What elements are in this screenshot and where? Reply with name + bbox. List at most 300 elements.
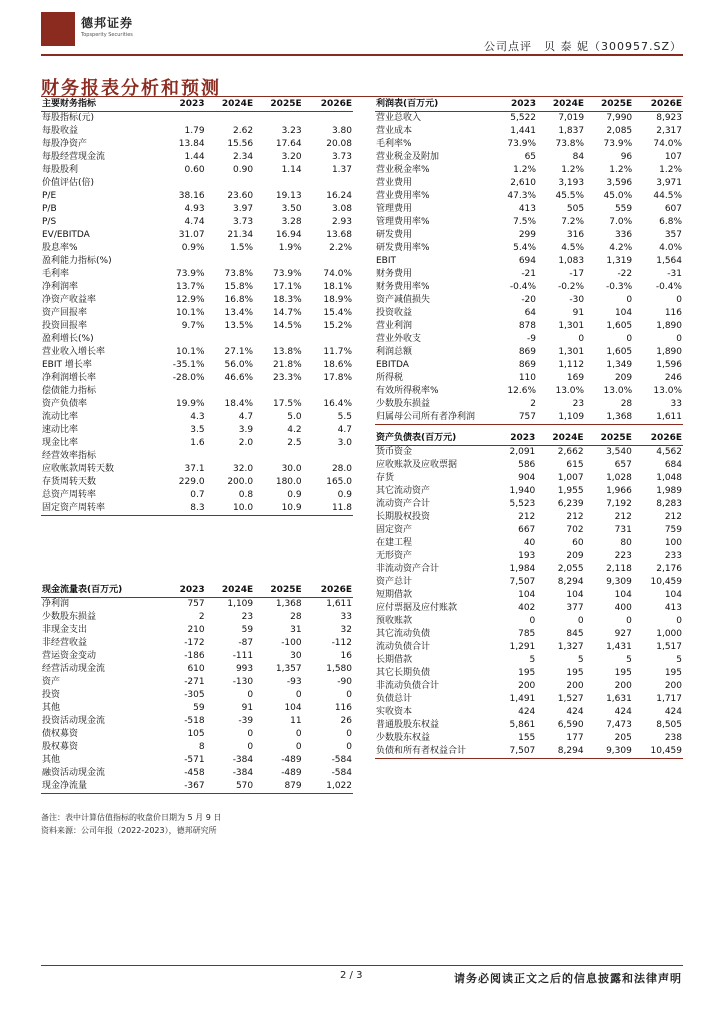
row-label: 其它流动负债	[376, 629, 431, 639]
cell-value: 3.73	[233, 217, 254, 227]
row-label: 营业费用率%	[376, 191, 430, 201]
table-row	[41, 411, 353, 424]
cell-value: 0.9	[337, 490, 352, 500]
cell-value: 757	[187, 599, 205, 609]
cell-value: 195	[664, 668, 682, 678]
cell-value: 5,522	[510, 113, 537, 123]
cell-value: 105	[187, 729, 205, 739]
cell-value: 0	[676, 334, 682, 344]
cell-value: 200	[566, 681, 584, 691]
cell-value: 586	[518, 460, 536, 470]
cell-value: 7,192	[606, 499, 632, 509]
table-row	[375, 472, 683, 485]
row-label: 营运资金变动	[42, 651, 97, 661]
column-header-year: 2025E	[254, 584, 303, 598]
cell-value: 11.7%	[323, 347, 352, 357]
cell-value: 1.2%	[561, 165, 585, 175]
row-label: 非现金支出	[42, 625, 88, 635]
row-label: 其它流动资产	[376, 486, 431, 496]
cell-value: 7,990	[606, 113, 633, 123]
cell-value: 13.68	[326, 230, 352, 240]
cell-value: 2	[530, 399, 537, 409]
cell-value: 0	[346, 729, 352, 739]
column-header-label: 现金流量表(百万元)	[41, 584, 158, 598]
cell-value: 15.8%	[224, 282, 254, 292]
cell-value: 424	[614, 707, 632, 717]
row-label: 非经营收益	[42, 638, 88, 648]
table-row	[41, 216, 353, 229]
column-header-year: 2023	[492, 432, 536, 446]
cell-value: 30	[290, 651, 302, 661]
row-label: 流动负债合计	[376, 642, 431, 652]
cell-value: 1,327	[557, 642, 584, 652]
table-row	[41, 385, 353, 398]
cell-value	[254, 177, 303, 190]
row-label: 价值评估(倍)	[42, 178, 95, 188]
cell-value: 23	[241, 612, 254, 622]
cell-value: 212	[664, 512, 682, 522]
cell-value: 73.8%	[555, 139, 585, 149]
cell-value	[157, 177, 206, 190]
cell-value: 4.2	[287, 425, 302, 435]
row-label: 营业外收支	[376, 334, 422, 344]
table-row	[375, 398, 683, 411]
cell-value: 18.4%	[224, 399, 254, 409]
cell-value: 1,112	[558, 360, 585, 370]
cell-value	[206, 177, 255, 190]
column-header-year: 2023	[157, 98, 206, 112]
cell-value: 4.3	[190, 412, 205, 422]
cell-value: -489	[281, 755, 302, 765]
income-statement-table	[375, 98, 683, 425]
table-row	[375, 706, 683, 719]
cell-value: 19.13	[275, 191, 302, 201]
table-row	[375, 177, 683, 190]
table-row	[375, 411, 683, 425]
cell-value: 1.9%	[278, 243, 302, 253]
cell-value: 1,631	[606, 694, 632, 704]
table-row	[41, 242, 353, 255]
cell-value: -28.0%	[172, 373, 205, 383]
row-label: 净利润增长率	[42, 373, 97, 383]
cell-value: 0.8	[238, 490, 254, 500]
cell-value: 8,283	[656, 499, 682, 509]
logo-mark-icon	[41, 12, 75, 46]
cell-value: 1.2%	[609, 165, 633, 175]
cell-value: 1,491	[509, 694, 536, 704]
cell-value: 195	[566, 668, 584, 678]
column-header-year: 2024E	[537, 98, 585, 112]
header-divider	[41, 54, 683, 56]
table-row	[375, 112, 683, 126]
cell-value: 200	[518, 681, 536, 691]
cell-value: 299	[518, 230, 537, 240]
cell-value: 104	[566, 590, 584, 600]
table-row	[41, 190, 353, 203]
cell-value: 32	[340, 625, 352, 635]
cell-value: -9	[527, 334, 537, 344]
cell-value: 2.62	[233, 126, 254, 136]
cell-value: 3.97	[233, 204, 254, 214]
cell-value	[254, 333, 303, 346]
cell-value: 64	[524, 308, 537, 318]
cell-value: 570	[206, 780, 255, 794]
row-label: 营业利润	[376, 321, 413, 331]
row-label: EBIT	[376, 256, 397, 266]
row-label: 无形资产	[376, 551, 413, 561]
cell-value: 13.8%	[273, 347, 302, 357]
cell-value: -584	[331, 755, 352, 765]
row-label: 投资回报率	[42, 321, 88, 331]
row-label: 速动比率	[42, 425, 79, 435]
row-label: 固定资产周转率	[41, 502, 157, 516]
row-label: 有效所得税率%	[376, 386, 439, 396]
main-indicators-table	[41, 98, 353, 516]
row-label: 盈利能力指标(%)	[42, 256, 112, 266]
cell-value: 424	[566, 707, 584, 717]
cell-value: 0	[247, 690, 254, 700]
cell-value: 23.3%	[273, 373, 302, 383]
cell-value	[157, 450, 206, 463]
row-label: EBITDA	[376, 360, 409, 370]
cell-value: 104	[664, 590, 682, 600]
cell-value: -0.4%	[655, 282, 682, 292]
cell-value: 878	[518, 321, 537, 331]
cell-value: 0	[676, 616, 682, 626]
cell-value: 5.4%	[513, 243, 537, 253]
table-row	[375, 307, 683, 320]
row-label: 管理费用率%	[376, 217, 430, 227]
row-label: 股权募资	[42, 742, 79, 752]
cell-value: 0	[346, 742, 352, 752]
cell-value: 1,048	[656, 473, 682, 483]
cell-value: 155	[518, 733, 536, 743]
row-label: 投资	[42, 690, 61, 700]
logo-name-en: Topsperity Securities	[81, 32, 133, 38]
row-label: 财务费用	[376, 269, 413, 279]
cell-value: 1,984	[509, 564, 536, 574]
cell-value: -17	[569, 269, 585, 279]
cell-value: 1,109	[537, 411, 585, 425]
cell-value: 8,294	[536, 745, 584, 759]
row-label: 非流动资产合计	[376, 564, 440, 574]
cell-value: 17.64	[275, 139, 302, 149]
cell-value: 0.9	[287, 490, 302, 500]
table-row	[375, 151, 683, 164]
cell-value	[157, 333, 206, 346]
cell-value: 1,966	[606, 486, 632, 496]
table-row	[375, 641, 683, 654]
cell-value: 2,610	[510, 178, 537, 188]
cell-value	[303, 112, 353, 126]
row-label: 资产	[42, 677, 61, 687]
table-header-row	[375, 432, 683, 446]
row-label: 毛利率%	[376, 139, 412, 149]
cell-value: 26	[340, 716, 352, 726]
cell-value	[206, 333, 255, 346]
cell-value: 607	[664, 204, 682, 214]
cell-value: -130	[232, 677, 254, 687]
cell-value: 246	[664, 373, 682, 383]
table-row	[41, 780, 353, 794]
cell-value: 4.2%	[609, 243, 633, 253]
column-header-year: 2026E	[633, 432, 683, 446]
cell-value: 1,940	[509, 486, 536, 496]
table-row	[375, 498, 683, 511]
cell-value: 13.0%	[653, 386, 682, 396]
cell-value: 1,890	[656, 347, 682, 357]
table-row	[375, 602, 683, 615]
cell-value: 33	[340, 612, 352, 622]
cell-value: 1,109	[227, 599, 254, 609]
cell-value: 667	[518, 525, 536, 535]
cell-value: 165.0	[326, 477, 352, 487]
column-header-label: 主要财务指标	[41, 98, 157, 112]
cell-value: 15.2%	[323, 321, 352, 331]
cell-value	[254, 255, 303, 268]
cell-value: -186	[184, 651, 205, 661]
company-logo	[41, 12, 211, 48]
cell-value: 7,019	[558, 113, 585, 123]
cell-value: 1.6	[190, 438, 205, 448]
cell-value: 2,176	[656, 564, 682, 574]
cell-value: 3,971	[656, 178, 682, 188]
cell-value: 2,118	[606, 564, 632, 574]
cell-value: 5	[577, 655, 584, 665]
table-row	[375, 359, 683, 372]
cell-value: 16	[340, 651, 352, 661]
cell-value: 1,989	[656, 486, 682, 496]
cell-value: 1,028	[606, 473, 632, 483]
row-label: 净利润率	[42, 282, 79, 292]
cell-value: 5	[529, 655, 536, 665]
cell-value: 757	[493, 411, 537, 425]
cell-value	[206, 112, 255, 126]
cell-value: 2.0	[238, 438, 254, 448]
cell-value: -384	[232, 755, 254, 765]
cell-value: -571	[184, 755, 205, 765]
cell-value: 336	[614, 230, 633, 240]
cell-value	[206, 255, 255, 268]
cell-value	[254, 450, 303, 463]
cell-value: 104	[614, 590, 632, 600]
cell-value: 65	[524, 152, 537, 162]
cell-value: 845	[566, 629, 584, 639]
row-label: 管理费用	[376, 204, 413, 214]
row-label: 毛利率	[42, 269, 70, 279]
table-row	[375, 125, 683, 138]
report-header-info: 公司点评 贝 泰 妮（300957.SZ）	[484, 40, 682, 53]
table-row	[375, 511, 683, 524]
cell-value: 205	[614, 733, 632, 743]
cell-value: 0	[295, 690, 302, 700]
cell-value: 657	[614, 460, 632, 470]
cell-value: -22	[617, 269, 633, 279]
cell-value: 316	[566, 230, 585, 240]
cell-value: 904	[518, 473, 536, 483]
cell-value: 7,473	[606, 720, 632, 730]
cell-value: 209	[566, 551, 584, 561]
cell-value: 684	[664, 460, 682, 470]
row-label: 营业总收入	[376, 113, 422, 123]
cell-value: 3.0	[337, 438, 352, 448]
cell-value: -0.4%	[509, 282, 537, 292]
cell-value: 3.9	[238, 425, 254, 435]
title-divider	[41, 96, 683, 97]
cell-value: -458	[184, 768, 205, 778]
cell-value: 32.0	[233, 464, 254, 474]
cell-value: 4.7	[337, 425, 352, 435]
cell-value: 2	[198, 612, 205, 622]
table-row	[375, 216, 683, 229]
cell-value: 1,527	[557, 694, 584, 704]
cell-value: -172	[184, 638, 205, 648]
cell-value: -90	[337, 677, 352, 687]
cell-value: 209	[614, 373, 633, 383]
cell-value: 10,459	[650, 577, 682, 587]
cell-value: 8	[198, 742, 205, 752]
cell-value: 2,662	[557, 447, 584, 457]
cell-value: 1,301	[558, 347, 585, 357]
row-label: 短期借款	[376, 590, 413, 600]
row-label: 在建工程	[376, 538, 413, 548]
table-row	[41, 346, 353, 359]
table-row	[375, 372, 683, 385]
row-label: 少数股东损益	[42, 612, 97, 622]
cell-value: 615	[566, 460, 584, 470]
row-label: 盈利增长(%)	[42, 334, 94, 344]
table-row	[41, 702, 353, 715]
cell-value: -31	[667, 269, 682, 279]
cell-value: 6,590	[557, 720, 584, 730]
table-row	[41, 229, 353, 242]
cell-value: 8,294	[557, 577, 584, 587]
cell-value: 1,837	[558, 126, 585, 136]
cell-value: 9.7%	[181, 321, 205, 331]
cell-value: 0	[346, 690, 352, 700]
cell-value: 30.0	[281, 464, 302, 474]
table-notes	[41, 811, 221, 837]
cell-value: 59	[241, 625, 254, 635]
row-label: 每股指标(元)	[42, 113, 95, 123]
row-label: 每股净资产	[42, 139, 88, 149]
cell-value: 96	[620, 152, 633, 162]
cell-value: 17.8%	[323, 373, 352, 383]
cell-value: 3.08	[331, 204, 352, 214]
cell-value: 869	[518, 360, 537, 370]
cell-value: 40	[523, 538, 536, 548]
cell-value: 195	[518, 668, 536, 678]
table-row	[375, 693, 683, 706]
row-label: EV/EBITDA	[42, 230, 90, 240]
cell-value: 195	[614, 668, 632, 678]
cell-value: -39	[238, 716, 254, 726]
cell-value: 7.2%	[561, 217, 585, 227]
row-label: 投资收益	[376, 308, 413, 318]
cell-value	[157, 112, 206, 126]
column-header-year: 2023	[158, 584, 206, 598]
table-row	[41, 164, 353, 177]
row-label: P/B	[42, 204, 57, 214]
cell-value: 73.9%	[603, 139, 633, 149]
cell-value: 869	[518, 347, 537, 357]
cell-value: 1,517	[656, 642, 682, 652]
cell-value: 169	[566, 373, 585, 383]
cell-value: 110	[518, 373, 537, 383]
cell-value: 7.5%	[513, 217, 537, 227]
cell-value: 8.3	[157, 502, 206, 516]
cell-value: 1,431	[606, 642, 632, 652]
cell-value: 23.60	[227, 191, 254, 201]
cell-value: 879	[254, 780, 303, 794]
table-row	[41, 255, 353, 268]
column-header-label: 资产负债表(百万元)	[375, 432, 492, 446]
table-row	[41, 333, 353, 346]
cell-value: 0	[626, 616, 632, 626]
table-row	[375, 589, 683, 602]
cell-value: 1,605	[606, 321, 633, 331]
table-row	[375, 732, 683, 745]
cell-value: 21.34	[227, 230, 254, 240]
row-label: 资产减值损失	[376, 295, 431, 305]
cell-value: -111	[232, 651, 254, 661]
cell-value: 91	[241, 703, 254, 713]
cell-value: 17.1%	[273, 282, 302, 292]
cell-value: 0.7	[190, 490, 205, 500]
cell-value: 1.44	[184, 152, 205, 162]
row-label: EBIT 增长率	[42, 360, 92, 370]
cell-value: 45.5%	[555, 191, 585, 201]
cell-value: 13.4%	[224, 308, 254, 318]
table-row	[41, 125, 353, 138]
row-label: 应付票据及应付账款	[376, 603, 458, 613]
row-label: P/S	[42, 217, 57, 227]
table-row	[375, 385, 683, 398]
footer-divider	[41, 965, 683, 966]
cell-value: 3.20	[281, 152, 302, 162]
cell-value: -584	[331, 768, 352, 778]
cell-value	[157, 385, 206, 398]
cell-value: 0.90	[233, 165, 254, 175]
cell-value: 5.5	[337, 412, 352, 422]
cell-value: 5,523	[509, 499, 536, 509]
cell-value: 1,368	[585, 411, 633, 425]
table-row	[41, 281, 353, 294]
cashflow-statement-table	[41, 584, 353, 794]
cell-value: 759	[664, 525, 682, 535]
cell-value: 100	[664, 538, 682, 548]
table-row	[375, 281, 683, 294]
table-row	[41, 372, 353, 385]
cell-value: 2,091	[509, 447, 536, 457]
row-label: 负债总计	[376, 694, 413, 704]
cell-value: 0	[626, 295, 633, 305]
row-label: 固定资产	[376, 525, 413, 535]
row-label: 少数股东损益	[376, 399, 431, 409]
table-row	[41, 203, 353, 216]
table-row	[375, 745, 683, 759]
cell-value: 212	[518, 512, 536, 522]
cell-value: -489	[281, 768, 302, 778]
cell-value: 694	[518, 256, 537, 266]
cell-value: 1,611	[633, 411, 683, 425]
cell-value: 38.16	[178, 191, 205, 201]
cell-value: 12.9%	[175, 295, 205, 305]
cell-value: 1,319	[606, 256, 633, 266]
table-row	[375, 485, 683, 498]
cell-value: 116	[664, 308, 682, 318]
cell-value: 1.37	[331, 165, 352, 175]
